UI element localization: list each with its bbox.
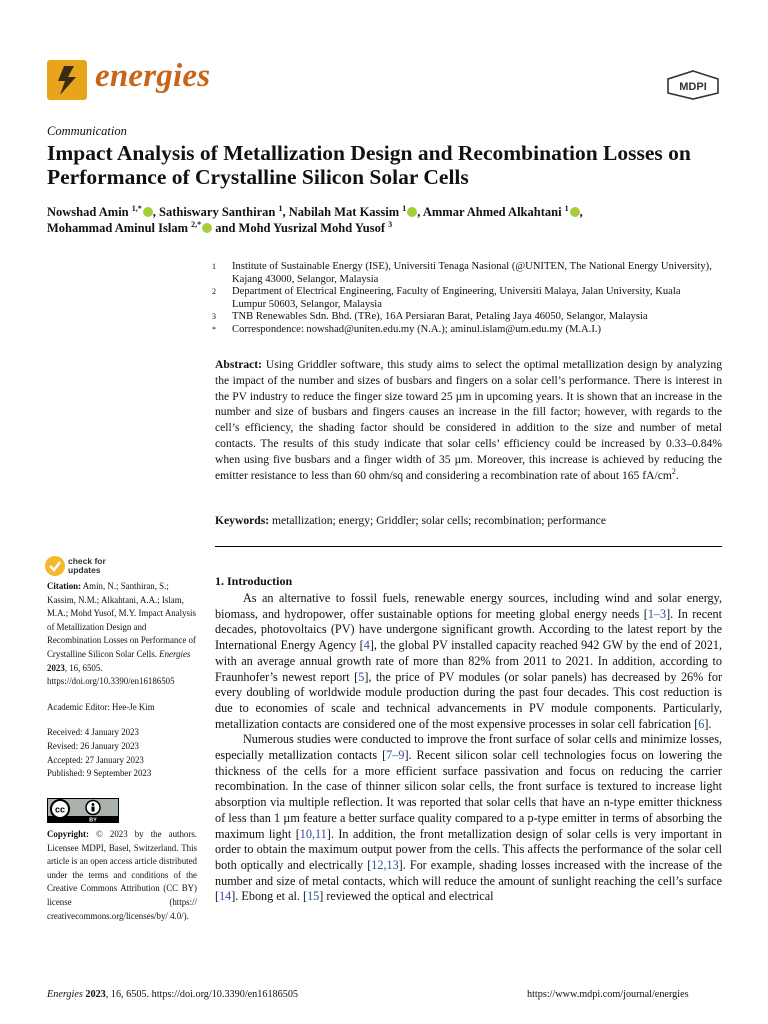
orcid-icon[interactable]	[143, 207, 153, 217]
author-affiliation: 1	[402, 203, 407, 213]
publisher-name: MDPI	[679, 81, 707, 93]
paragraph	[215, 732, 722, 905]
abstract-superscript: 2	[671, 466, 676, 476]
check-updates-icon	[45, 556, 65, 576]
affiliation-item	[212, 311, 712, 324]
abstract-label: Abstract:	[215, 358, 263, 371]
affiliations	[212, 261, 712, 336]
section-heading: 1. Introduction	[215, 574, 293, 588]
received-date: Received: 4 January 2023	[47, 727, 139, 738]
copyright-label: Copyright:	[47, 829, 89, 839]
text-run: ]. In recent decades, photovoltaics (PV) have undergone significant growth. According to the latest report by the International Energy Agency [	[215, 606, 722, 653]
text-run: As an alternative to fossil fuels, renewable energy sources, including wind and solar energy, biomass, and hydropower, offer sustainable options for meeting global energy needs [	[215, 591, 722, 621]
text-run: ] reviewed the optical and electrical	[319, 889, 494, 904]
cc-by-license-icon[interactable]	[47, 798, 119, 823]
text-run: ]. Ebong et al. [	[231, 889, 308, 904]
journal-logo-icon	[47, 60, 87, 100]
copyright-notice	[47, 828, 197, 923]
text-run: ], the global PV installed capacity reached 942 GW by the end of 2021, with an average annual growth rate of more than 82% from 2011 to 2021. In addition, according to Fraunhofer’s newest report [	[215, 638, 722, 684]
affiliation-text: Institute of Sustainable Energy (ISE), Universiti Tenaga Nasional (@UNITEN, The National Energy University), Kajang 43000, Selangor, Malaysia	[232, 261, 712, 285]
affiliation-number: 1	[212, 262, 216, 271]
citation-label: Citation:	[47, 581, 82, 591]
citation-link[interactable]: 4	[363, 638, 370, 653]
affiliation-text: TNB Renewables Sdn. Bhd. (TRe), 16A Persiaran Barat, Petaling Jaya 46050, Selangor, Malaysia	[232, 311, 648, 322]
citation-link[interactable]: 12,13	[371, 857, 399, 872]
orcid-icon[interactable]	[202, 223, 212, 233]
citation-journal: Energies	[159, 648, 191, 659]
correspondence-text[interactable]: Correspondence: nowshad@uniten.edu.my (N.A.); aminul.islam@um.edu.my (M.A.I.)	[232, 323, 602, 335]
author-affiliation: 1,*	[131, 203, 142, 213]
author-name[interactable]: Nabilah Mat Kassim	[288, 205, 400, 219]
accepted-date: Accepted: 27 January 2023	[47, 754, 144, 765]
footer-journal-url[interactable]: https://www.mdpi.com/journal/energies	[527, 989, 689, 1000]
citation-link[interactable]: 7–9	[386, 748, 405, 763]
affiliation-text: Department of Electrical Engineering, Faculty of Engineering, Universiti Malaya, Jalan University, Kuala Lumpur 50603, Selangor, Malaysia	[232, 286, 681, 310]
dates-block	[47, 726, 197, 780]
text-run: ]. Recent silicon solar cell technologies focus on lowering the thickness of the cells for a more efficient surface passivation and focus on reducing the carrier recombination. In the case of thinner silicon solar cells, the front surface is textured to increase light absorption via multiple reflection. It was reported that solar cells that have an n-type emitter thickness of less than 1 µm feature a better surface quality compared to a p-type emitter in terms of absorbing the maximum light [	[215, 748, 722, 841]
revised-date: Revised: 26 January 2023	[47, 740, 139, 751]
cc-label: cc	[54, 804, 66, 815]
abstract-text: Using Griddler software, this study aims to select the optimal metallization design by analyzing the impact of the number and sizes of busbars and fingers on a solar cell’s performance. There is interest in the PV industry to reduce the finger size toward 25 µm in upcoming years. It is shown that an increase in the number and size of busbars and fingers causes an increase in the fill factor; however, with regards to the cell’s efficiency, the shading factor should be considered in addition to the size and number of metal contacts. The results of this study indicate that solar cells’ efficiency could be increased by 0.33–0.84% when using five busbars and a finger width of 35 µm. Moreover, this increase is achieved by reducing the emitter resistance to less than 60 ohm/sq and considering a recombination rate of about 165 fA/cm	[215, 358, 722, 482]
citation-link[interactable]: 6	[698, 716, 705, 731]
check-updates-line1: check for	[68, 556, 106, 566]
author-affiliation: 3	[388, 219, 393, 229]
author-name[interactable]: Mohammad Aminul Islam	[47, 221, 188, 235]
section-divider	[215, 546, 722, 547]
affiliation-item	[212, 286, 712, 311]
copyright-text: © 2023 by the authors. Licensee MDPI, Basel, Switzerland. This article is an open access article distributed under the terms and conditions of the Creative Commons Attribution (CC BY) license (https:// creativecommons.org/licenses/by/ 4.0/).	[47, 829, 197, 921]
check-updates-line2: updates	[68, 565, 101, 575]
article-info-sidebar	[47, 580, 197, 793]
keywords	[215, 513, 722, 528]
author-name[interactable]: Nowshad Amin	[47, 205, 129, 219]
keywords-label: Keywords:	[215, 514, 270, 527]
author-list: Nowshad Amin $^{1,*}$ , Sathiswary Santhiran $^1$, Nabilah Mat Kassim $^1$ , Ammar Ahmed Alkahtani $^1$ , Mohammad Aminul Islam $^{2,*}$ and Mohd Yusrizal Mohd Yusof $^3$	[47, 203, 583, 235]
article-type: Communication	[47, 124, 127, 138]
check-for-updates-button[interactable]	[45, 556, 115, 578]
author-affiliation: 1	[564, 203, 569, 213]
affiliation-number: 3	[212, 312, 216, 321]
author-name[interactable]: Ammar Ahmed Alkahtani	[422, 205, 562, 219]
citation-link[interactable]: 1–3	[647, 606, 667, 621]
author-affiliation: 1	[278, 203, 283, 213]
citation-block	[47, 580, 197, 689]
author-affiliation: 2,*	[191, 219, 202, 229]
citation-link[interactable]: 14	[219, 889, 232, 904]
citation-link[interactable]: 10,11	[299, 826, 327, 841]
journal-name[interactable]: energies	[95, 58, 211, 94]
mdpi-logo-icon[interactable]	[666, 70, 720, 100]
text-run: Numerous studies were conducted to improve the front surface of solar cells and minimize losses, especially metallization contacts [	[215, 732, 722, 763]
citation-link[interactable]: 15	[307, 889, 320, 904]
text-run: ].	[704, 716, 712, 731]
published-date: Published: 9 September 2023	[47, 768, 152, 779]
author-name[interactable]: Sathiswary Santhiran	[159, 205, 276, 219]
paragraph	[215, 591, 722, 732]
affiliation-item	[212, 324, 712, 337]
footer-year: 2023	[85, 989, 106, 1000]
orcid-icon[interactable]	[407, 207, 417, 217]
citation-year: 2023	[47, 662, 65, 673]
author-name[interactable]: Mohd Yusrizal Mohd Yusof	[238, 221, 385, 235]
citation-link[interactable]: 5	[358, 669, 365, 684]
orcid-icon[interactable]	[570, 207, 580, 217]
by-label: BY	[89, 817, 97, 823]
academic-editor: Academic Editor: Hee-Je Kim	[47, 701, 155, 712]
body-text	[215, 591, 722, 905]
affiliation-item	[212, 261, 712, 286]
check-updates-label	[68, 557, 106, 575]
footer-citation	[47, 989, 298, 1000]
text-run: ]. In addition, the front metallization design of solar cells is very important in order to obtain the maximum output power from the cells. This affects the performance of the solar cell both optically and electrically [	[215, 826, 722, 872]
footer-doi[interactable]: , 16, 6505. https://doi.org/10.3390/en16186505	[105, 989, 299, 1000]
article-title: Impact Analysis of Metallization Design and Recombination Losses on Performance of Crystalline Silicon Solar Cells	[47, 141, 691, 189]
text-run: ], the price of PV modules (or solar panels) has decreased by 26% for every doubling of worldwide module production during the past four decades. This cost reduction is due to economies of scale and technical advancements in PV module components. Particularly, metallization contacts are considered one of the most expensive processes in solar cell fabrication [	[215, 669, 723, 731]
abstract	[215, 357, 722, 483]
citation-text: Amin, N.; Santhiran, S.; Kassim, N.M.; Alkahtani, A.A.; Islam, M.A.; Mohd Yusof, M.Y. Impact Analysis of Metallization Design and Recombination Losses on Performance of Crystalline Silicon Solar Cells.	[47, 581, 196, 659]
affiliation-number: *	[212, 324, 216, 334]
citation-doi[interactable]: , 16, 6505. https://doi.org/10.3390/en16186505	[47, 662, 175, 687]
text-run: ]. For example, shading losses increased with the increase of the number and size of metal contacts, which will reduce the amount of sunlight reaching the cell’s surface [	[215, 857, 722, 904]
footer-journal: Energies	[47, 989, 83, 1000]
abstract-end: .	[675, 468, 679, 482]
keywords-text: metallization; energy; Griddler; solar cells; recombination; performance	[272, 514, 606, 527]
affiliation-number: 2	[212, 287, 216, 296]
